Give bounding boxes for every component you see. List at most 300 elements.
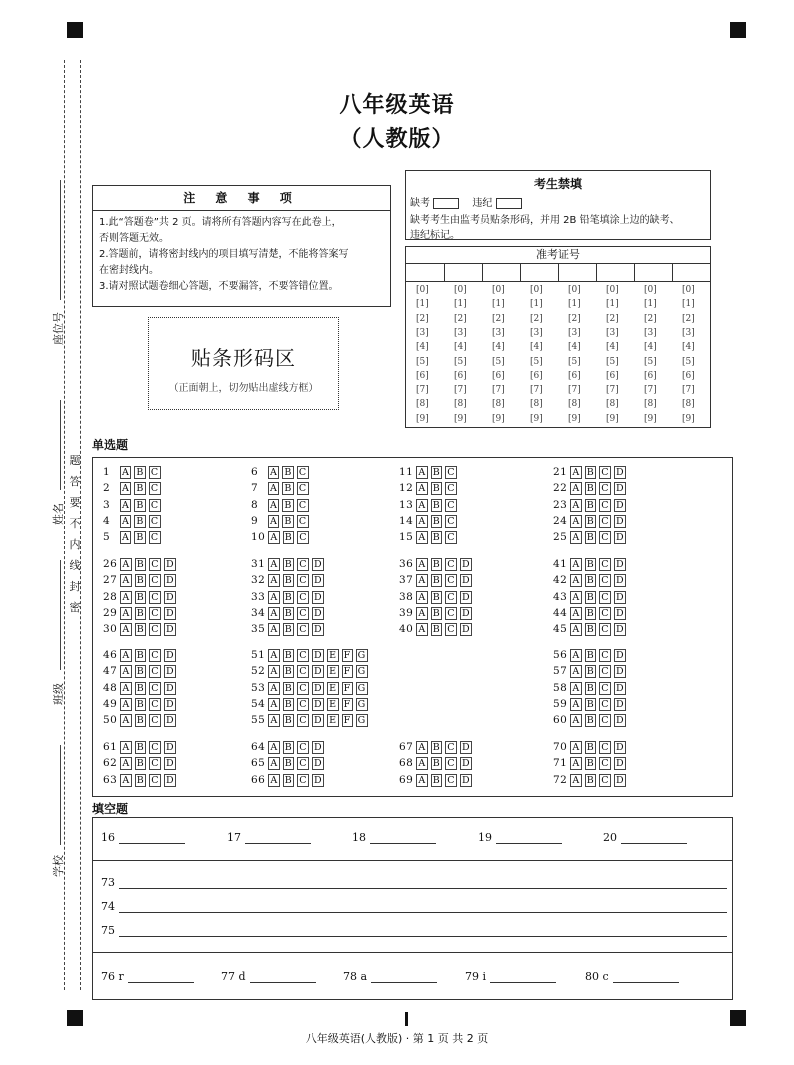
answer-bubble[interactable]: C — [151, 650, 160, 661]
admission-digit-bubble[interactable]: [3] — [644, 327, 657, 338]
answer-bubble[interactable]: B — [586, 666, 595, 678]
admission-digit-bubble[interactable]: [7] — [530, 385, 543, 396]
answer-bubble[interactable]: C — [151, 715, 160, 727]
answer-line[interactable] — [496, 831, 562, 844]
answer-bubble[interactable]: B — [284, 532, 293, 544]
answer-bubble[interactable]: B — [136, 532, 144, 544]
answer-bubble[interactable]: A — [122, 591, 130, 603]
answer-bubble[interactable]: B — [284, 774, 293, 786]
answer-bubble[interactable]: B — [586, 624, 595, 636]
answer-bubble[interactable]: E — [329, 698, 337, 710]
admission-digit-bubble[interactable]: [8] — [606, 399, 619, 410]
admission-digit-bubble[interactable]: [8] — [492, 399, 505, 410]
admission-digit-bubble[interactable]: [9] — [682, 413, 695, 424]
answer-bubble[interactable]: A — [418, 559, 426, 570]
answer-bubble[interactable]: D — [616, 774, 625, 786]
admission-digit-bubble[interactable]: [4] — [606, 342, 619, 353]
answer-bubble[interactable]: B — [432, 532, 441, 544]
admission-digit-bubble[interactable]: [6] — [682, 370, 695, 381]
answer-bubble[interactable]: A — [270, 515, 278, 527]
answer-bubble[interactable]: B — [586, 698, 595, 710]
admission-digit-bubble[interactable]: [5] — [454, 356, 467, 367]
admission-digit-bubble[interactable]: [3] — [530, 327, 543, 338]
answer-bubble[interactable]: B — [432, 575, 441, 587]
answer-bubble[interactable]: B — [136, 467, 144, 478]
admission-digit-bubble[interactable]: [3] — [416, 327, 429, 338]
answer-bubble[interactable]: C — [298, 515, 307, 527]
answer-bubble[interactable]: A — [270, 774, 278, 786]
answer-bubble[interactable]: C — [601, 483, 610, 495]
answer-bubble[interactable]: C — [601, 682, 610, 694]
answer-bubble[interactable]: B — [432, 742, 441, 753]
answer-bubble[interactable]: C — [151, 758, 160, 770]
answer-bubble[interactable]: D — [462, 575, 471, 587]
answer-bubble[interactable]: B — [432, 774, 441, 786]
admission-digit-bubble[interactable]: [0] — [644, 285, 657, 295]
admission-digit-bubble[interactable]: [6] — [454, 370, 467, 381]
answer-bubble[interactable]: D — [314, 666, 323, 678]
answer-bubble[interactable]: D — [166, 715, 175, 727]
answer-bubble[interactable]: B — [284, 650, 293, 661]
admission-digit-bubble[interactable]: [7] — [606, 385, 619, 396]
admission-digit-bubble[interactable]: [9] — [530, 413, 543, 424]
answer-bubble[interactable]: C — [447, 532, 456, 544]
admission-digit-bubble[interactable]: [1] — [606, 299, 619, 310]
admission-digit-bubble[interactable]: [5] — [644, 356, 657, 367]
admission-digit-bubble[interactable]: [9] — [568, 413, 581, 424]
answer-bubble[interactable]: B — [284, 575, 293, 587]
admission-digit-bubble[interactable]: [3] — [568, 327, 581, 338]
answer-bubble[interactable]: A — [122, 742, 130, 753]
answer-bubble[interactable]: A — [572, 515, 580, 527]
answer-bubble[interactable]: D — [166, 758, 175, 770]
answer-bubble[interactable]: C — [601, 758, 610, 770]
answer-bubble[interactable]: C — [299, 715, 308, 727]
admission-digit-bubble[interactable]: [7] — [682, 385, 695, 396]
answer-bubble[interactable]: A — [418, 532, 426, 544]
answer-bubble[interactable]: B — [432, 624, 441, 636]
answer-bubble[interactable]: D — [166, 650, 175, 661]
answer-bubble[interactable]: F — [343, 682, 351, 694]
answer-bubble[interactable]: C — [150, 499, 159, 511]
answer-bubble[interactable]: A — [270, 666, 278, 678]
answer-bubble[interactable]: D — [314, 698, 323, 710]
answer-bubble[interactable]: A — [122, 607, 130, 619]
answer-bubble[interactable]: D — [314, 559, 323, 570]
admission-digit-bubble[interactable]: [8] — [416, 399, 429, 410]
answer-bubble[interactable]: A — [270, 607, 278, 619]
answer-bubble[interactable]: A — [572, 532, 580, 544]
answer-bubble[interactable]: C — [151, 698, 160, 710]
answer-bubble[interactable]: C — [299, 698, 308, 710]
admission-digit-bubble[interactable]: [2] — [568, 313, 581, 324]
answer-bubble[interactable]: B — [586, 607, 595, 619]
answer-bubble[interactable]: C — [298, 499, 307, 511]
answer-bubble[interactable]: E — [329, 666, 337, 678]
answer-bubble[interactable]: C — [447, 624, 456, 636]
admission-digit-bubble[interactable]: [9] — [606, 413, 619, 424]
answer-bubble[interactable]: D — [314, 742, 323, 753]
answer-bubble[interactable]: B — [284, 591, 293, 603]
admission-digit-bubble[interactable]: [2] — [682, 313, 695, 324]
answer-bubble[interactable]: B — [586, 467, 595, 478]
answer-bubble[interactable]: B — [284, 698, 293, 710]
admission-digit-bubble[interactable]: [2] — [644, 313, 657, 324]
answer-bubble[interactable]: A — [122, 774, 130, 786]
answer-bubble[interactable]: B — [136, 774, 145, 786]
answer-bubble[interactable]: B — [586, 715, 595, 727]
admission-digit-bubble[interactable]: [0] — [454, 285, 467, 295]
admission-digit-bubble[interactable]: [1] — [568, 299, 581, 310]
answer-bubble[interactable]: C — [299, 607, 308, 619]
answer-bubble[interactable]: A — [418, 607, 426, 619]
answer-bubble[interactable]: C — [151, 575, 160, 587]
answer-bubble[interactable]: B — [136, 758, 145, 770]
admission-digit-bubble[interactable]: [7] — [568, 385, 581, 396]
admission-digit-bubble[interactable]: [8] — [568, 399, 581, 410]
answer-bubble[interactable]: D — [616, 559, 625, 570]
admission-digit-bubble[interactable]: [1] — [682, 299, 695, 310]
answer-line[interactable] — [245, 831, 311, 844]
answer-bubble[interactable]: B — [284, 742, 293, 753]
answer-bubble[interactable]: A — [418, 467, 426, 478]
admission-digit-bubble[interactable]: [5] — [682, 356, 695, 367]
admission-digit-bubble[interactable]: [1] — [530, 299, 543, 310]
answer-bubble[interactable]: F — [343, 666, 351, 678]
answer-bubble[interactable]: D — [166, 742, 175, 753]
admission-digit-bubble[interactable]: [3] — [492, 327, 505, 338]
answer-bubble[interactable]: C — [601, 591, 610, 603]
answer-bubble[interactable]: D — [314, 715, 323, 727]
admission-digit-bubble[interactable]: [5] — [530, 356, 543, 367]
answer-bubble[interactable]: A — [122, 467, 130, 478]
admission-digit-bubble[interactable]: [0] — [568, 285, 581, 295]
answer-bubble[interactable]: B — [432, 515, 441, 527]
answer-bubble[interactable]: D — [166, 624, 175, 636]
answer-bubble[interactable]: A — [572, 698, 580, 710]
violation-checkbox[interactable] — [496, 198, 522, 209]
answer-bubble[interactable]: D — [166, 666, 175, 678]
answer-bubble[interactable]: D — [462, 758, 471, 770]
admission-digit-bubble[interactable]: [9] — [454, 413, 467, 424]
answer-bubble[interactable]: C — [601, 532, 610, 544]
answer-bubble[interactable]: A — [270, 499, 278, 511]
admission-digit-bubble[interactable]: [1] — [644, 299, 657, 310]
answer-bubble[interactable]: D — [314, 624, 323, 636]
answer-bubble[interactable]: F — [343, 698, 351, 710]
admission-digit-bubble[interactable]: [0] — [606, 285, 619, 295]
answer-bubble[interactable]: A — [270, 742, 278, 753]
admission-digit-bubble[interactable]: [8] — [454, 399, 467, 410]
admission-digit-bubble[interactable]: [3] — [454, 327, 467, 338]
admission-digit-bubble[interactable]: [0] — [530, 285, 543, 295]
answer-bubble[interactable]: B — [284, 559, 293, 570]
admission-digit-bubble[interactable]: [7] — [492, 385, 505, 396]
answer-bubble[interactable]: G — [357, 682, 366, 694]
admission-digit-bubble[interactable]: [8] — [682, 399, 695, 410]
answer-bubble[interactable]: D — [616, 607, 625, 619]
answer-bubble[interactable]: A — [418, 624, 426, 636]
answer-bubble[interactable]: C — [150, 532, 159, 544]
answer-bubble[interactable]: B — [586, 758, 595, 770]
answer-bubble[interactable]: C — [601, 575, 610, 587]
answer-bubble[interactable]: D — [314, 650, 323, 661]
admission-digit-bubble[interactable]: [3] — [606, 327, 619, 338]
answer-bubble[interactable]: B — [136, 666, 145, 678]
answer-bubble[interactable]: A — [418, 591, 426, 603]
admission-digit-bubble[interactable]: [5] — [492, 356, 505, 367]
admission-digit-bubble[interactable]: [2] — [416, 313, 429, 324]
answer-bubble[interactable]: A — [270, 532, 278, 544]
answer-bubble[interactable]: B — [284, 715, 293, 727]
answer-bubble[interactable]: C — [150, 483, 159, 495]
admission-digit-bubble[interactable]: [5] — [416, 356, 429, 367]
answer-line[interactable] — [119, 924, 727, 937]
answer-bubble[interactable]: A — [572, 682, 580, 694]
answer-bubble[interactable]: C — [601, 515, 610, 527]
answer-bubble[interactable]: D — [462, 559, 471, 570]
admission-digit-bubble[interactable]: [6] — [606, 370, 619, 381]
admission-digit-bubble[interactable]: [4] — [682, 342, 695, 353]
answer-bubble[interactable]: A — [572, 483, 580, 495]
admission-digit-bubble[interactable]: [6] — [530, 370, 543, 381]
answer-bubble[interactable]: C — [151, 591, 160, 603]
answer-bubble[interactable]: E — [329, 682, 337, 694]
answer-bubble[interactable]: C — [299, 682, 308, 694]
admission-digit-bubble[interactable]: [7] — [454, 385, 467, 396]
answer-bubble[interactable]: C — [299, 758, 308, 770]
answer-bubble[interactable]: B — [432, 559, 441, 570]
answer-bubble[interactable]: C — [151, 774, 160, 786]
admission-digit-bubble[interactable]: [6] — [492, 370, 505, 381]
answer-bubble[interactable]: C — [447, 774, 456, 786]
admission-digit-bubble[interactable]: [6] — [644, 370, 657, 381]
answer-bubble[interactable]: C — [150, 515, 159, 527]
answer-bubble[interactable]: A — [122, 559, 130, 570]
answer-bubble[interactable]: A — [122, 532, 130, 544]
answer-bubble[interactable]: D — [314, 607, 323, 619]
answer-bubble[interactable]: C — [299, 559, 308, 570]
answer-line[interactable] — [119, 876, 727, 889]
admission-digit-bubble[interactable]: [2] — [530, 313, 543, 324]
answer-bubble[interactable]: C — [447, 607, 456, 619]
answer-bubble[interactable]: D — [616, 715, 625, 727]
admission-digit-bubble[interactable]: [0] — [416, 285, 429, 295]
answer-bubble[interactable]: B — [586, 650, 595, 661]
answer-bubble[interactable]: A — [122, 515, 130, 527]
answer-bubble[interactable]: D — [616, 650, 625, 661]
admission-digit-bubble[interactable]: [5] — [568, 356, 581, 367]
admission-digit-bubble[interactable]: [5] — [606, 356, 619, 367]
answer-bubble[interactable]: C — [447, 575, 456, 587]
answer-bubble[interactable]: A — [572, 624, 580, 636]
answer-bubble[interactable]: B — [586, 591, 595, 603]
answer-bubble[interactable]: B — [284, 666, 293, 678]
answer-bubble[interactable]: F — [343, 650, 351, 661]
answer-bubble[interactable]: C — [299, 624, 308, 636]
answer-bubble[interactable]: B — [586, 682, 595, 694]
answer-bubble[interactable]: E — [329, 715, 337, 727]
answer-bubble[interactable]: B — [284, 624, 293, 636]
answer-bubble[interactable]: A — [270, 467, 278, 478]
answer-bubble[interactable]: A — [572, 575, 580, 587]
admission-digit-bubble[interactable]: [8] — [644, 399, 657, 410]
answer-bubble[interactable]: A — [122, 666, 130, 678]
answer-bubble[interactable]: B — [136, 742, 145, 753]
answer-bubble[interactable]: C — [299, 575, 308, 587]
answer-bubble[interactable]: D — [166, 591, 175, 603]
answer-bubble[interactable]: B — [432, 758, 441, 770]
answer-bubble[interactable]: B — [136, 515, 144, 527]
answer-bubble[interactable]: A — [270, 575, 278, 587]
answer-bubble[interactable]: D — [616, 698, 625, 710]
answer-bubble[interactable]: C — [298, 467, 307, 478]
answer-bubble[interactable]: B — [432, 607, 441, 619]
answer-bubble[interactable]: D — [166, 607, 175, 619]
admission-digit-bubble[interactable]: [9] — [644, 413, 657, 424]
answer-bubble[interactable]: B — [432, 499, 441, 511]
admission-digit-bubble[interactable]: [7] — [644, 385, 657, 396]
answer-bubble[interactable]: C — [151, 742, 160, 753]
answer-bubble[interactable]: F — [343, 715, 351, 727]
answer-bubble[interactable]: B — [284, 483, 292, 495]
answer-bubble[interactable]: C — [151, 666, 160, 678]
answer-bubble[interactable]: A — [418, 774, 426, 786]
answer-bubble[interactable]: B — [586, 532, 595, 544]
answer-bubble[interactable]: D — [462, 607, 471, 619]
admission-digit-bubble[interactable]: [9] — [416, 413, 429, 424]
answer-bubble[interactable]: C — [447, 559, 456, 570]
answer-bubble[interactable]: A — [122, 575, 130, 587]
answer-bubble[interactable]: B — [284, 515, 292, 527]
answer-bubble[interactable]: A — [122, 499, 130, 511]
answer-bubble[interactable]: B — [284, 758, 293, 770]
answer-bubble[interactable]: D — [166, 575, 175, 587]
admission-digit-bubble[interactable]: [2] — [454, 313, 467, 324]
admission-digit-bubble[interactable]: [0] — [682, 285, 695, 295]
answer-bubble[interactable]: C — [447, 515, 456, 527]
answer-bubble[interactable]: G — [357, 666, 366, 678]
answer-bubble[interactable]: D — [616, 467, 625, 478]
answer-line[interactable] — [250, 970, 316, 983]
answer-bubble[interactable]: D — [616, 666, 625, 678]
answer-bubble[interactable]: G — [357, 650, 366, 661]
answer-bubble[interactable]: C — [151, 607, 160, 619]
answer-bubble[interactable]: A — [572, 559, 580, 570]
answer-bubble[interactable]: A — [270, 624, 278, 636]
answer-bubble[interactable]: C — [601, 774, 610, 786]
answer-bubble[interactable]: D — [166, 698, 175, 710]
admission-digit-bubble[interactable]: [4] — [454, 342, 467, 353]
answer-bubble[interactable]: D — [616, 575, 625, 587]
answer-line[interactable] — [371, 970, 437, 983]
answer-bubble[interactable]: B — [284, 682, 293, 694]
answer-bubble[interactable]: A — [572, 650, 580, 661]
answer-bubble[interactable]: A — [270, 559, 278, 570]
answer-bubble[interactable]: C — [601, 467, 610, 478]
answer-bubble[interactable]: A — [572, 742, 580, 753]
answer-line[interactable] — [119, 900, 727, 913]
answer-line[interactable] — [370, 831, 436, 844]
answer-bubble[interactable]: D — [314, 774, 323, 786]
answer-bubble[interactable]: C — [601, 559, 610, 570]
answer-bubble[interactable]: C — [447, 591, 456, 603]
admission-digit-bubble[interactable]: [8] — [530, 399, 543, 410]
answer-bubble[interactable]: D — [616, 758, 625, 770]
answer-bubble[interactable]: A — [122, 650, 130, 661]
answer-bubble[interactable]: B — [136, 624, 145, 636]
admission-digit-bubble[interactable]: [0] — [492, 285, 505, 295]
answer-bubble[interactable]: A — [572, 774, 580, 786]
answer-bubble[interactable]: B — [136, 698, 145, 710]
answer-bubble[interactable]: C — [151, 682, 160, 694]
admission-digit-bubble[interactable]: [2] — [606, 313, 619, 324]
answer-bubble[interactable]: A — [122, 483, 130, 495]
answer-bubble[interactable]: C — [601, 698, 610, 710]
answer-bubble[interactable]: D — [462, 742, 471, 753]
answer-bubble[interactable]: C — [299, 666, 308, 678]
answer-bubble[interactable]: B — [586, 742, 595, 753]
admission-digit-bubble[interactable]: [1] — [416, 299, 429, 310]
answer-bubble[interactable]: C — [601, 742, 610, 753]
answer-bubble[interactable]: G — [357, 698, 366, 710]
answer-bubble[interactable]: A — [572, 715, 580, 727]
admission-digit-bubble[interactable]: [4] — [492, 342, 505, 353]
answer-bubble[interactable]: D — [616, 624, 625, 636]
answer-bubble[interactable]: B — [586, 559, 595, 570]
admission-digit-bubble[interactable]: [4] — [568, 342, 581, 353]
answer-bubble[interactable]: D — [462, 624, 471, 636]
answer-bubble[interactable]: A — [270, 698, 278, 710]
answer-line[interactable] — [128, 970, 194, 983]
answer-bubble[interactable]: C — [298, 483, 307, 495]
answer-bubble[interactable]: D — [166, 774, 175, 786]
answer-bubble[interactable]: C — [447, 483, 456, 495]
answer-bubble[interactable]: A — [418, 742, 426, 753]
answer-bubble[interactable]: A — [418, 515, 426, 527]
answer-bubble[interactable]: D — [314, 575, 323, 587]
answer-bubble[interactable]: D — [462, 774, 471, 786]
answer-bubble[interactable]: B — [284, 607, 293, 619]
admission-digit-bubble[interactable]: [3] — [682, 327, 695, 338]
answer-bubble[interactable]: D — [616, 515, 625, 527]
admission-digit-bubble[interactable]: [2] — [492, 313, 505, 324]
answer-bubble[interactable]: C — [601, 499, 610, 511]
answer-bubble[interactable]: B — [586, 774, 595, 786]
answer-line[interactable] — [613, 970, 679, 983]
admission-digit-bubble[interactable]: [4] — [416, 342, 429, 353]
answer-bubble[interactable]: A — [270, 483, 278, 495]
answer-bubble[interactable]: D — [616, 742, 625, 753]
answer-bubble[interactable]: C — [299, 532, 308, 544]
answer-bubble[interactable]: A — [418, 499, 426, 511]
admission-digit-bubble[interactable]: [1] — [492, 299, 505, 310]
answer-bubble[interactable]: A — [122, 698, 130, 710]
answer-bubble[interactable]: B — [586, 483, 595, 495]
answer-bubble[interactable]: C — [447, 467, 456, 478]
answer-bubble[interactable]: C — [299, 742, 308, 753]
answer-bubble[interactable]: A — [270, 682, 278, 694]
answer-bubble[interactable]: B — [136, 607, 145, 619]
answer-bubble[interactable]: A — [122, 715, 130, 727]
absent-checkbox[interactable] — [433, 198, 459, 209]
answer-bubble[interactable]: A — [122, 682, 130, 694]
answer-bubble[interactable]: B — [586, 499, 595, 511]
answer-bubble[interactable]: B — [432, 591, 441, 603]
answer-bubble[interactable]: C — [601, 666, 610, 678]
answer-bubble[interactable]: B — [136, 575, 145, 587]
answer-bubble[interactable]: B — [586, 575, 595, 587]
